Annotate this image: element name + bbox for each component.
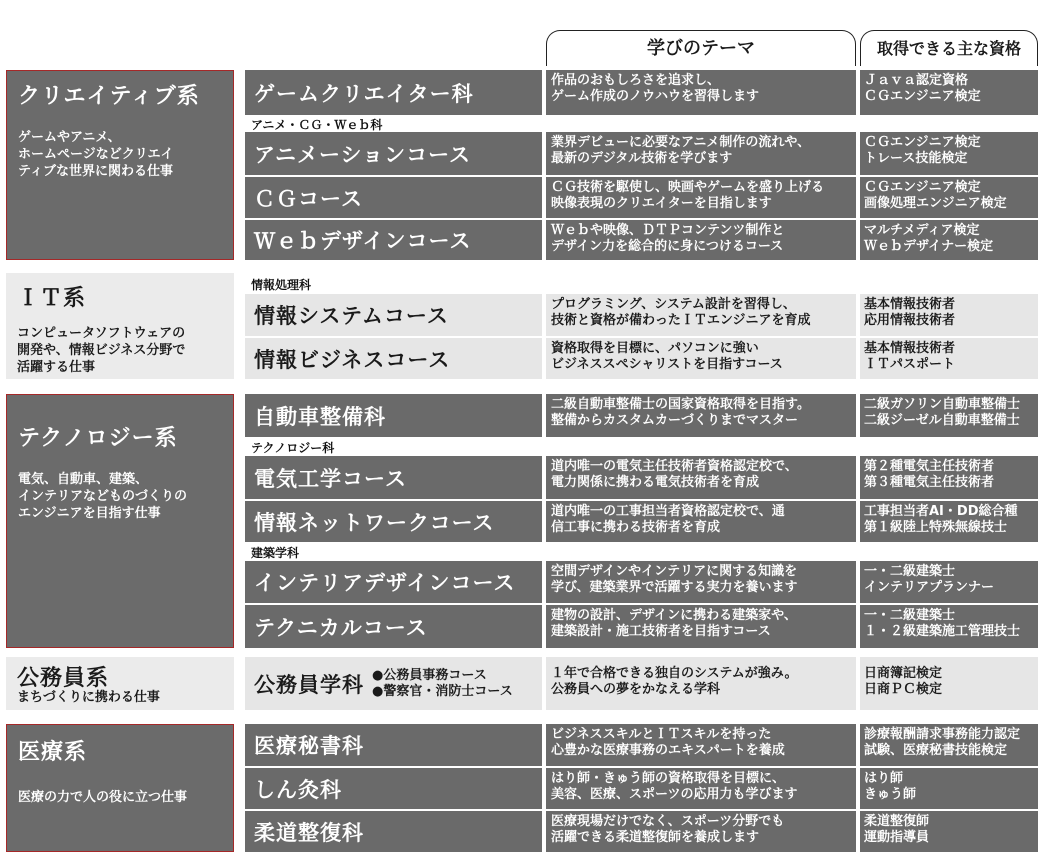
qual-interior-design: 一・二級建築士 インテリアプランナー: [860, 561, 1038, 603]
qual-technical: 一・二級建築士 １・２級建築施工管理技士: [860, 605, 1038, 648]
category-medical: [6, 724, 234, 852]
qual-info-network: 工事担当者AI・DD総合種 第１級陸上特殊無線技士: [860, 501, 1038, 542]
theme-shinkyu: はり師・きゅう師の資格取得を目標に、 美容、医療、スポーツの応用力も学びます: [546, 768, 856, 809]
qual-web-design: マルチメディア検定 Ｗｅｂデザイナー検定: [860, 220, 1038, 260]
qual-shinkyu: はり師 きゅう師: [860, 768, 1038, 809]
category-koumu: [6, 657, 234, 710]
course-game-creator: ゲームクリエイター科: [245, 70, 542, 115]
qual-electrical: 第２種電気主任技術者 第３種電気主任技術者: [860, 456, 1038, 499]
theme-technical: 建物の設計、デザインに携わる建築家や、 建築設計・施工技術者を目指すコース: [546, 605, 856, 648]
category-tech: [6, 394, 234, 648]
subhead-joho: 情報処理科: [251, 278, 312, 292]
qual-auto-maintenance: 二級ガソリン自動車整備士 二級ジーゼル自動車整備士: [860, 394, 1038, 437]
subhead-tech: テクノロジー科: [251, 441, 335, 455]
qual-info-system: 基本情報技術者 応用情報技術者: [860, 294, 1038, 336]
theme-electrical: 道内唯一の電気主任技術者資格認定校で、 電力関係に携わる電気技術者を育成: [546, 456, 856, 499]
category-desc: 医療の力で人の役に立つ仕事: [18, 790, 188, 805]
course-medical-secretary: 医療秘書科: [245, 724, 542, 766]
course-technical: テクニカルコース: [245, 605, 542, 648]
category-desc: まちづくりに携わる仕事: [17, 690, 160, 705]
course-judo-therapy: 柔道整復科: [245, 811, 542, 852]
course-web-design: Ｗｅｂデザインコース: [245, 220, 542, 260]
course-cg: ＣＧコース: [245, 177, 542, 218]
header-theme: 学びのテーマ: [546, 30, 856, 66]
course-electrical: 電気工学コース: [245, 456, 542, 499]
category-it: [6, 273, 234, 379]
theme-web-design: Ｗｅｂや映像、ＤＴＰコンテンツ制作と デザイン力を総合的に身につけるコース: [546, 220, 856, 260]
category-creative: [6, 70, 234, 260]
course-shinkyu: しん灸科: [245, 768, 542, 809]
category-title: 公務員系: [17, 666, 110, 691]
qual-game-creator: Ｊａｖａ認定資格 ＣＧエンジニア検定: [860, 70, 1038, 115]
qual-medical-secretary: 診療報酬請求事務能力認定 試験、医療秘書技能検定: [860, 724, 1038, 766]
course-koumu: 公務員学科 ●公務員事務コース ●警察官・消防士コース: [245, 657, 542, 710]
theme-auto-maintenance: 二級自動車整備士の国家資格取得を目指す。 整備からカスタムカーづくりまでマスター: [546, 394, 856, 437]
qual-cg: ＣＧエンジニア検定 画像処理エンジニア検定: [860, 177, 1038, 218]
theme-judo-therapy: 医療現場だけでなく、スポーツ分野でも 活躍できる柔道整復師を養成します: [546, 811, 856, 852]
course-info-network: 情報ネットワークコース: [245, 501, 542, 542]
category-desc: ゲームやアニメ、 ホームページなどクリエイ ティブな世界に関わる仕事: [18, 130, 174, 179]
theme-info-business: 資格取得を目標に、パソコンに強い ビジネススペシャリストを目指すコース: [546, 338, 856, 379]
subhead-kenchiku: 建築学科: [251, 546, 300, 560]
category-title: テクノロジー系: [18, 426, 178, 451]
course-interior-design: インテリアデザインコース: [245, 561, 542, 603]
theme-animation: 業界デビューに必要なアニメ制作の流れや、 最新のデジタル技術を学びます: [546, 132, 856, 175]
theme-interior-design: 空間デザインやインテリアに関する知識を 学び、建築業界で活躍する実力を養います: [546, 561, 856, 603]
qual-animation: ＣＧエンジニア検定 トレース技能検定: [860, 132, 1038, 175]
category-title: 医療系: [18, 740, 88, 765]
category-desc: コンピュータソフトウェアの 開発や、情報ビジネス分野で 活躍する仕事: [17, 326, 186, 375]
course-info-system: 情報システムコース: [245, 294, 542, 336]
theme-cg: ＣＧ技術を駆使し、映画やゲームを盛り上げる 映像表現のクリエイターを目指します: [546, 177, 856, 218]
course-animation: アニメーションコース: [245, 132, 542, 175]
theme-medical-secretary: ビジネススキルとＩＴスキルを持った 心豊かな医療事務のエキスパートを養成: [546, 724, 856, 766]
header-qualifications: 取得できる主な資格: [860, 30, 1038, 66]
theme-info-network: 道内唯一の工事担当者資格認定校で、通 信工事に携わる技術者を育成: [546, 501, 856, 542]
course-auto-maintenance: 自動車整備科: [245, 394, 542, 437]
subhead-anime: アニメ・ＣＧ・Ｗｅｂ科: [251, 118, 383, 132]
theme-info-system: プログラミング、システム設計を習得し、 技術と資格が備わったＩＴエンジニアを育成: [546, 294, 856, 336]
course-info-business: 情報ビジネスコース: [245, 338, 542, 379]
theme-game-creator: 作品のおもしろさを追求し、 ゲーム作成のノウハウを習得します: [546, 70, 856, 115]
qual-judo-therapy: 柔道整復師 運動指導員: [860, 811, 1038, 852]
theme-koumu: １年で合格できる独自のシステムが強み。 公務員への夢をかなえる学科: [546, 657, 856, 710]
category-desc: 電気、自動車、建築、 インテリアなどものづくりの エンジニアを目指す仕事: [18, 472, 188, 521]
category-title: ＩＴ系: [17, 286, 87, 311]
koumu-subcourses: ●公務員事務コース ●警察官・消防士コース: [372, 667, 513, 699]
qual-koumu: 日商簿記検定 日商ＰＣ検定: [860, 657, 1038, 710]
category-title: クリエイティブ系: [18, 84, 200, 109]
qual-info-business: 基本情報技術者 ＩＴパスポート: [860, 338, 1038, 379]
